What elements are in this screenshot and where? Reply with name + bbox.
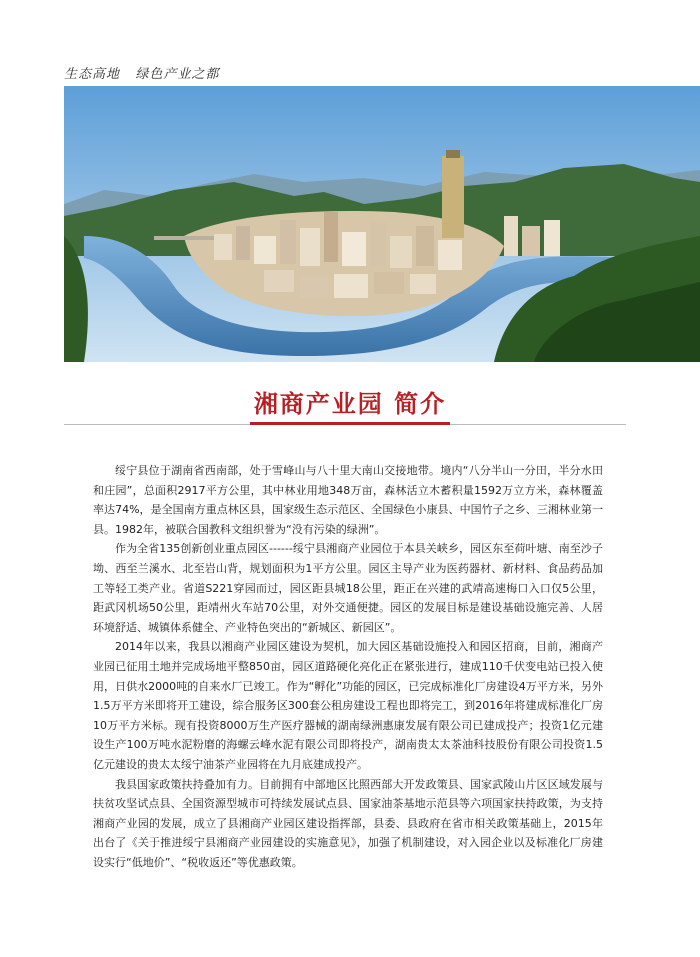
header-slogan: 生态高地 绿色产业之都 — [64, 67, 220, 82]
article-body — [93, 461, 603, 872]
bridge — [154, 236, 214, 240]
paragraph-2: 作为全省135创新创业重点园区------绥宁县湘商产业园位于本县关峡乡，园区东至荷叶塘、南至沙子坳、西至兰溪水、北至岩山背，规划面积为1平方公里。园区主导产业为医药器材、新材料、食品药品加工等轻工类产业。省道S221穿园而过，园区距县城18公里，距正在兴建的武靖高速梅口入口仅5公里，距武冈机场50公里，距靖州火车站70公里，对外交通便捷。园区的发展目标是建设基础设施完善、人居环境舒适、城镇体系健全、产业特色突出的“新城区、新园区”。 — [93, 542, 603, 634]
hero-photo — [64, 86, 700, 362]
paragraph-1: 绥宁县位于湖南省西南部，处于雪峰山与八十里大南山交接地带。境内“八分半山一分田，半分水田和庄园”，总面积2917平方公里，其中林业用地348万亩，森林活立木蓄积量1592万立方米，森林覆盖率达74%，是全国南方重点林区县，国家级生态示范区、全国绿色小康县、中国竹子之乡、三湘林业第一县。1982年，被联合国教科文组织誉为“没有污染的绿洲”。 — [93, 464, 603, 536]
title-divider-accent — [250, 422, 450, 425]
tower — [442, 156, 464, 238]
article-title: 湘商产业园 简介 — [253, 390, 447, 418]
paragraph-3: 2014年以来，我县以湘商产业园区建设为契机，加大园区基础设施投入和园区招商，目前，湘商产业园已征用土地并完成场地平整850亩，园区道路硬化亮化正在紧张进行，建成110千伏变电站已投入使用，日供水2000吨的自来水厂已竣工。作为“孵化”功能的园区，已完成标准化厂房建设4万平方米，另外1.5万平方米即将开工建设，综合服务区300套公租房建设工程也即将完工，到2016年将建成标准化厂房10万平方米标。现有投资8000万生产医疗器械的湖南绿洲惠康发展有限公司已建成投产；投资1亿元建设生产100万吨水泥粉磨的海螺云峰水泥有限公司即将投产，湖南贵太太茶油科技股份有限公司投资1.5亿元建设的贵太太绥宁油茶产业园将在九月底建成投产。 — [93, 640, 603, 771]
river-town-aerial-photo — [64, 86, 700, 362]
paragraph-4: 我县国家政策扶持叠加有力。目前拥有中部地区比照西部大开发政策县、国家武陵山片区区域发展与扶贫攻坚试点县、全国资源型城市可持续发展试点县、国家油茶基地示范县等六项国家扶持政策，为支持湘商产业园的发展，成立了县湘商产业园区建设指挥部，县委、县政府在省市相关政策基础上，2015年出台了《关于推进绥宁县湘商产业园建设的实施意见》，加强了机制建设，对入园企业以及标准化厂房建设实行“低地价”、“税收返还”等优惠政策。 — [93, 777, 603, 869]
